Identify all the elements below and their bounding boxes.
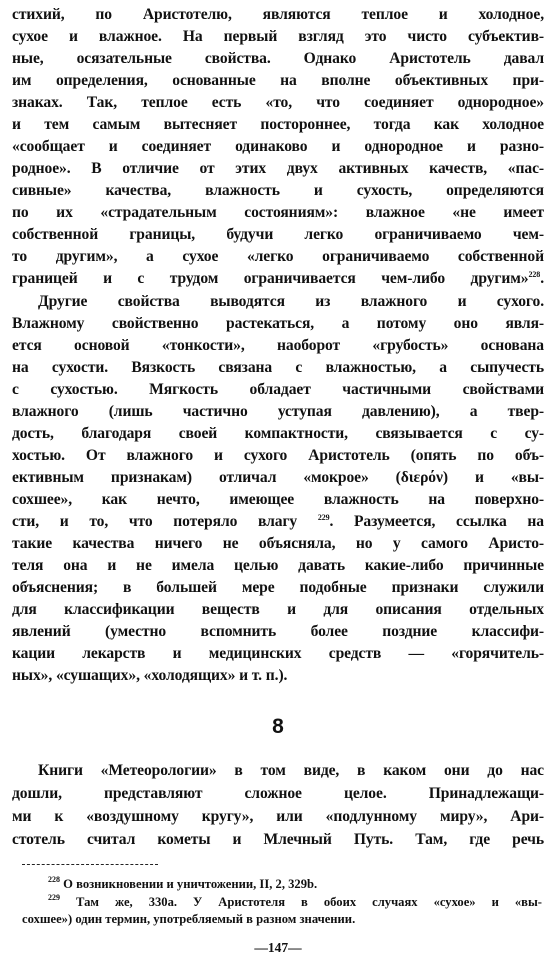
text-line: им определения, основанные на вполне объективных при- — [12, 72, 544, 89]
footnote-continuation: сохшее») один термин, употребляемый в разном значении. — [22, 912, 356, 926]
text-line-content: сти, и то, что потеряло влагу — [12, 513, 298, 530]
section-number: 8 — [272, 715, 284, 738]
text-line: ные, осязательные свойства. Однако Аристотель давал — [12, 50, 544, 67]
text-line: родное». В отличие от этих двух активных качеств, «пас- — [12, 160, 544, 177]
text-line: для классификации веществ и для описания отдельных — [12, 601, 544, 618]
text-line: «сообщает и соединяет одинаково и однородное и разно- — [12, 138, 544, 155]
text-line: Книги «Метеорологии» в том виде, в каком они до нас — [38, 762, 544, 779]
footnote-ref: 229 — [317, 513, 330, 522]
text-line: по их «страдательным состояниям»: влажное «не имеет — [12, 204, 544, 221]
text-line: явлений (уместно вспомнить более поздние классифи- — [12, 623, 544, 640]
text-line: дость, благодаря своей компактности, связывается с су- — [12, 425, 544, 442]
text-line: знаках. Так, теплое есть «то, что соединяет однородное» — [12, 94, 544, 111]
text-line: Другие свойства выводятся из влажного и сухого. — [38, 293, 544, 310]
text-line — [12, 268, 544, 290]
text-line: хостью. От влажного и сухого Аристотель (опять по объ- — [12, 447, 544, 464]
punctuation: . — [540, 270, 544, 287]
text-line: сухое и влажное. На первый взгляд это чисто субъектив- — [12, 28, 544, 45]
footnote — [22, 876, 542, 893]
text-line: такие качества ничего не объясняла, но у самого Аристо- — [12, 535, 544, 552]
text-line: дошли, представляют сложное целое. Принадлежащи- — [12, 785, 544, 802]
text-line: влажного (лишь частично уступая давлению), а твер- — [12, 403, 544, 420]
text-line: ективным признакам) отличал «мокрое» (διερόν) и «вы- — [12, 469, 544, 486]
footnote — [22, 894, 542, 911]
text-line: то другим», а сухое «легко ограничиваемо собственной — [12, 248, 544, 265]
text-line-content: границей и с трудом ограничивается чем-либо другим» — [12, 270, 529, 287]
text-line: объяснения; в большей мере подобные признаки служили — [12, 579, 544, 596]
text-line: теля она и не имела целью давать какие-либо причинные — [12, 557, 544, 574]
footnote-ref: 228 — [528, 270, 541, 279]
text-line: ми к «воздушному кругу», или «подлунному миру», Ари- — [12, 808, 544, 825]
page-number: —147— — [254, 940, 302, 955]
text-line: кации лекарств и медицинских средств — «горячитель- — [12, 645, 544, 662]
footnote-number: 229 — [48, 893, 60, 902]
footnote-separator — [22, 864, 158, 865]
footnote-text: Там же, 330a. У Аристотеля в обоих случаях «сухое» и «вы- — [76, 895, 542, 909]
footnote-text: О возникновении и уничтожении, II, 2, 329b. — [63, 877, 318, 891]
text-line: и тем самым вытесняет постороннее, тогда как холодное — [12, 116, 544, 133]
text-line: сивные» качества, влажность и сухость, определяются — [12, 182, 544, 199]
text-line: стихий, по Аристотелю, являются теплое и холодное, — [12, 6, 544, 23]
footnote-number: 228 — [48, 875, 60, 884]
text-line-tail: . Разумеется, ссылка на — [329, 513, 544, 530]
text-line: ных», «сушащих», «холодящих» и т. п.). — [12, 667, 288, 684]
text-line: ется основой «тонкости», наоборот «грубость» основана — [12, 337, 544, 354]
text-line: сохшее», как нечто, имеющее влажность на поверхно- — [12, 491, 544, 508]
text-line: собственной границы, будучи легко ограничиваемо чем- — [12, 226, 544, 243]
text-line: с сухостью. Мягкость обладает частичными свойствами — [12, 381, 544, 398]
text-line: стотель считал кометы и Млечный Путь. Там, где речь — [12, 831, 544, 848]
text-line: на сухости. Вязкость связана с влажностью, а сыпучесть — [12, 359, 544, 376]
text-line: Влажному свойственно растекаться, а потому оно явля- — [12, 315, 544, 332]
text-line — [12, 511, 544, 533]
